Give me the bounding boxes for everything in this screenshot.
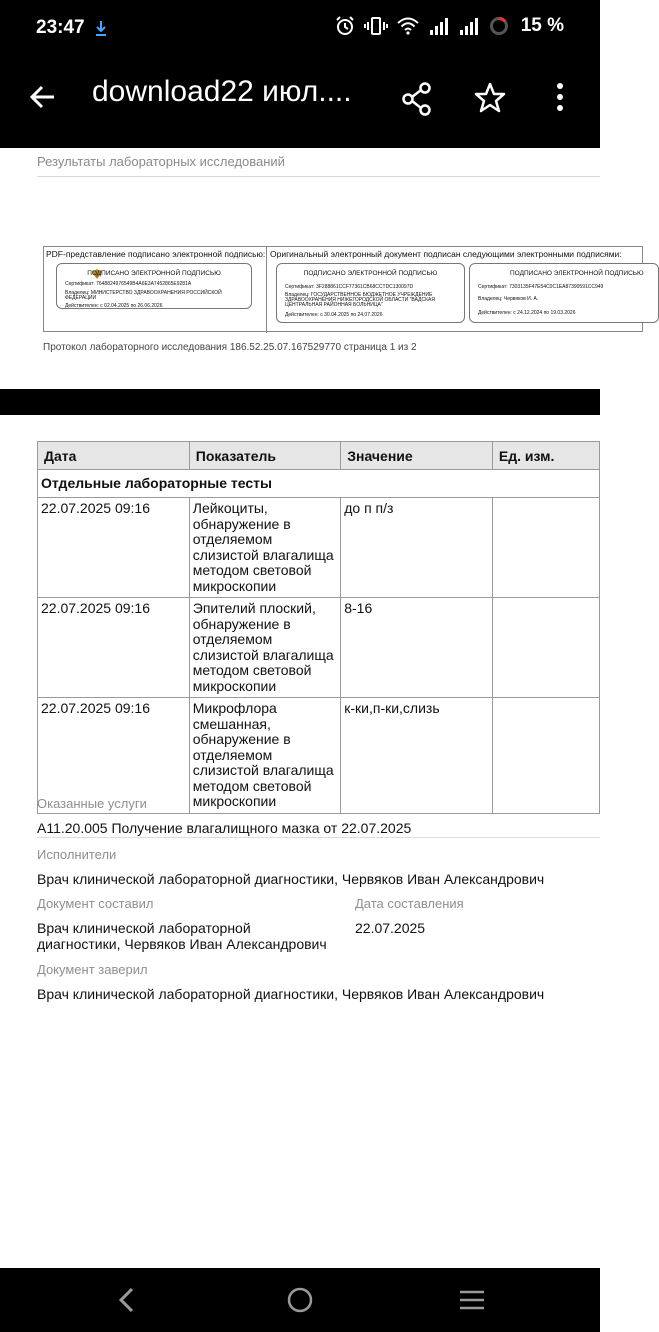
stamp-certificate: Сертификат: 7303135F47E54C0C1EA87390591CC949 [478,284,604,290]
status-bar [0,0,600,56]
certifier-label: Документ заверил [37,962,148,977]
signature-stamp-3 [469,263,659,323]
services-section [37,796,411,836]
cell-unit [492,698,599,814]
signature-stamp-2 [276,263,465,323]
stamp-owner: Владелец: Червяков И. А. [478,296,539,302]
stamp-title: ПОДПИСАНО ЭЛЕКТРОННОЙ ПОДПИСЬЮ [303,270,438,277]
table-section-row [38,470,600,498]
signal-icon-1 [429,17,449,35]
results-table [37,441,600,814]
pdf-signature-column [44,247,267,333]
author-value: Врач клинической лабораторной диагностики, Червяков Иван Александрович [37,920,327,952]
table-header-row [38,442,600,470]
stamp-owner-cont-2: ЦЕНТРАЛЬНАЯ РАЙОННАЯ БОЛЬНИЦА" [285,302,383,308]
battery-ring-icon [489,16,509,36]
nav-recents-icon[interactable] [458,1286,486,1314]
stamp-owner: Владелец: ГОСУДАРСТВЕННОЕ БЮДЖЕТНОЕ УЧРЕЖДЕНИЕ [285,292,433,298]
column-header-indicator: Показатель [189,442,340,470]
title-divider [37,176,600,177]
more-options-icon[interactable] [554,82,566,112]
cell-indicator: Лейкоциты, обнаружение в отделяемом слизистой влагалища методом световой микроскопии [189,498,340,598]
column-header-value: Значение [341,442,493,470]
star-icon[interactable] [474,82,506,114]
stamp-certificate: Сертификат: 3F288861CCF77361CB68CCTDC130097D [285,284,414,290]
cell-date: 22.07.2025 09:16 [38,498,190,598]
nav-home-icon[interactable] [286,1286,314,1314]
performers-section [37,847,544,887]
original-signatures-header: Оригинальный электронный документ подписан следующими электронными подписями: [270,249,622,259]
nav-back-icon[interactable] [114,1286,140,1314]
back-arrow-icon[interactable] [28,82,58,112]
date-value: 22.07.2025 [355,920,426,936]
cell-value: до п п/з [341,498,493,598]
date-label: Дата составления [355,896,464,911]
stamp-certificate: Сертификат: 7648824976549B4A6E3A7452865E9281A [65,281,192,287]
stamp-validity: Действителен: с 30.04.2025 по 24.07.2026 [285,312,383,318]
signature-stamp-1 [56,263,252,309]
cell-unit [492,598,599,698]
table-row [38,598,600,698]
certifier-section [37,962,544,1002]
cell-unit [492,498,599,598]
stamp-validity: Действителен: с 24.12.2024 по 19.03.2026 [478,310,576,316]
protocol-footer: Протокол лабораторного исследования 186.52.25.07.167529770 страница 1 из 2 [43,342,417,353]
date-section [355,896,464,936]
stamp-validity: Действителен: с 02.04.2025 по 26.06.2026 [65,303,163,309]
signal-icon-2 [459,17,479,35]
column-header-date: Дата [38,442,190,470]
certifier-value: Врач клинической лабораторной диагностики, Червяков Иван Александрович [37,986,545,1002]
wifi-icon [397,17,419,35]
section-title: Отдельные лабораторные тесты [38,470,600,498]
share-icon[interactable] [402,82,432,116]
app-bar [0,56,600,148]
stamp-owner-cont: ЗДРАВООХРАНЕНИЯ НИЖЕГОРОДСКОЙ ОБЛАСТИ "ВАДСКАЯ [285,297,435,303]
performers-value: Врач клинической лабораторной диагностики, Червяков Иван Александрович [37,871,545,887]
signature-block [43,246,643,332]
performers-label: Исполнители [37,847,117,862]
services-value: A11.20.005 Получение влагалищного мазка от 22.07.2025 [37,820,412,836]
table-row [38,498,600,598]
pdf-page-2 [0,415,600,1268]
author-label: Документ составил [37,896,154,911]
navigation-bar [0,1268,600,1332]
pdf-signature-header: PDF-представление подписано электронной подписью: [46,249,266,259]
document-title: Результаты лабораторных исследований [37,154,285,169]
battery-percent: 15 % [520,15,564,36]
cell-date: 22.07.2025 09:16 [38,598,190,698]
author-section [37,896,337,952]
file-title: download22 июл.... [92,75,352,108]
cell-indicator: Эпителий плоский, обнаружение в отделяемом слизистой влагалища методом световой микроскопии [189,598,340,698]
column-header-unit: Ед. изм. [492,442,599,470]
section-divider [37,837,600,838]
pdf-page-1 [0,148,644,388]
stamp-title: ПОДПИСАНО ЭЛЕКТРОННОЙ ПОДПИСЬЮ [510,270,644,277]
cell-value: 8-16 [341,598,493,698]
alarm-icon [335,16,355,36]
stamp-owner: Владелец: МИНИСТЕРСТВО ЗДРАВООХРАНЕНИЯ РОССИЙСКОЙ [65,290,222,296]
cell-date: 22.07.2025 09:16 [38,698,190,814]
services-label: Оказанные услуги [37,796,147,811]
page-separator [0,389,600,415]
stamp-title: ПОДПИСАНО ЭЛЕКТРОННОЙ ПОДПИСЬЮ [87,270,221,277]
vibrate-icon [365,16,387,36]
stamp-owner-cont: ФЕДЕРАЦИИ [65,295,97,301]
status-time: 23:47 [36,17,85,38]
download-icon [93,19,109,39]
cell-value: к-ки,п-ки,слизь [341,698,493,814]
cell-indicator: Микрофлора смешанная, обнаружение в отделяемом слизистой влагалища методом световой микроскопии [189,698,340,814]
